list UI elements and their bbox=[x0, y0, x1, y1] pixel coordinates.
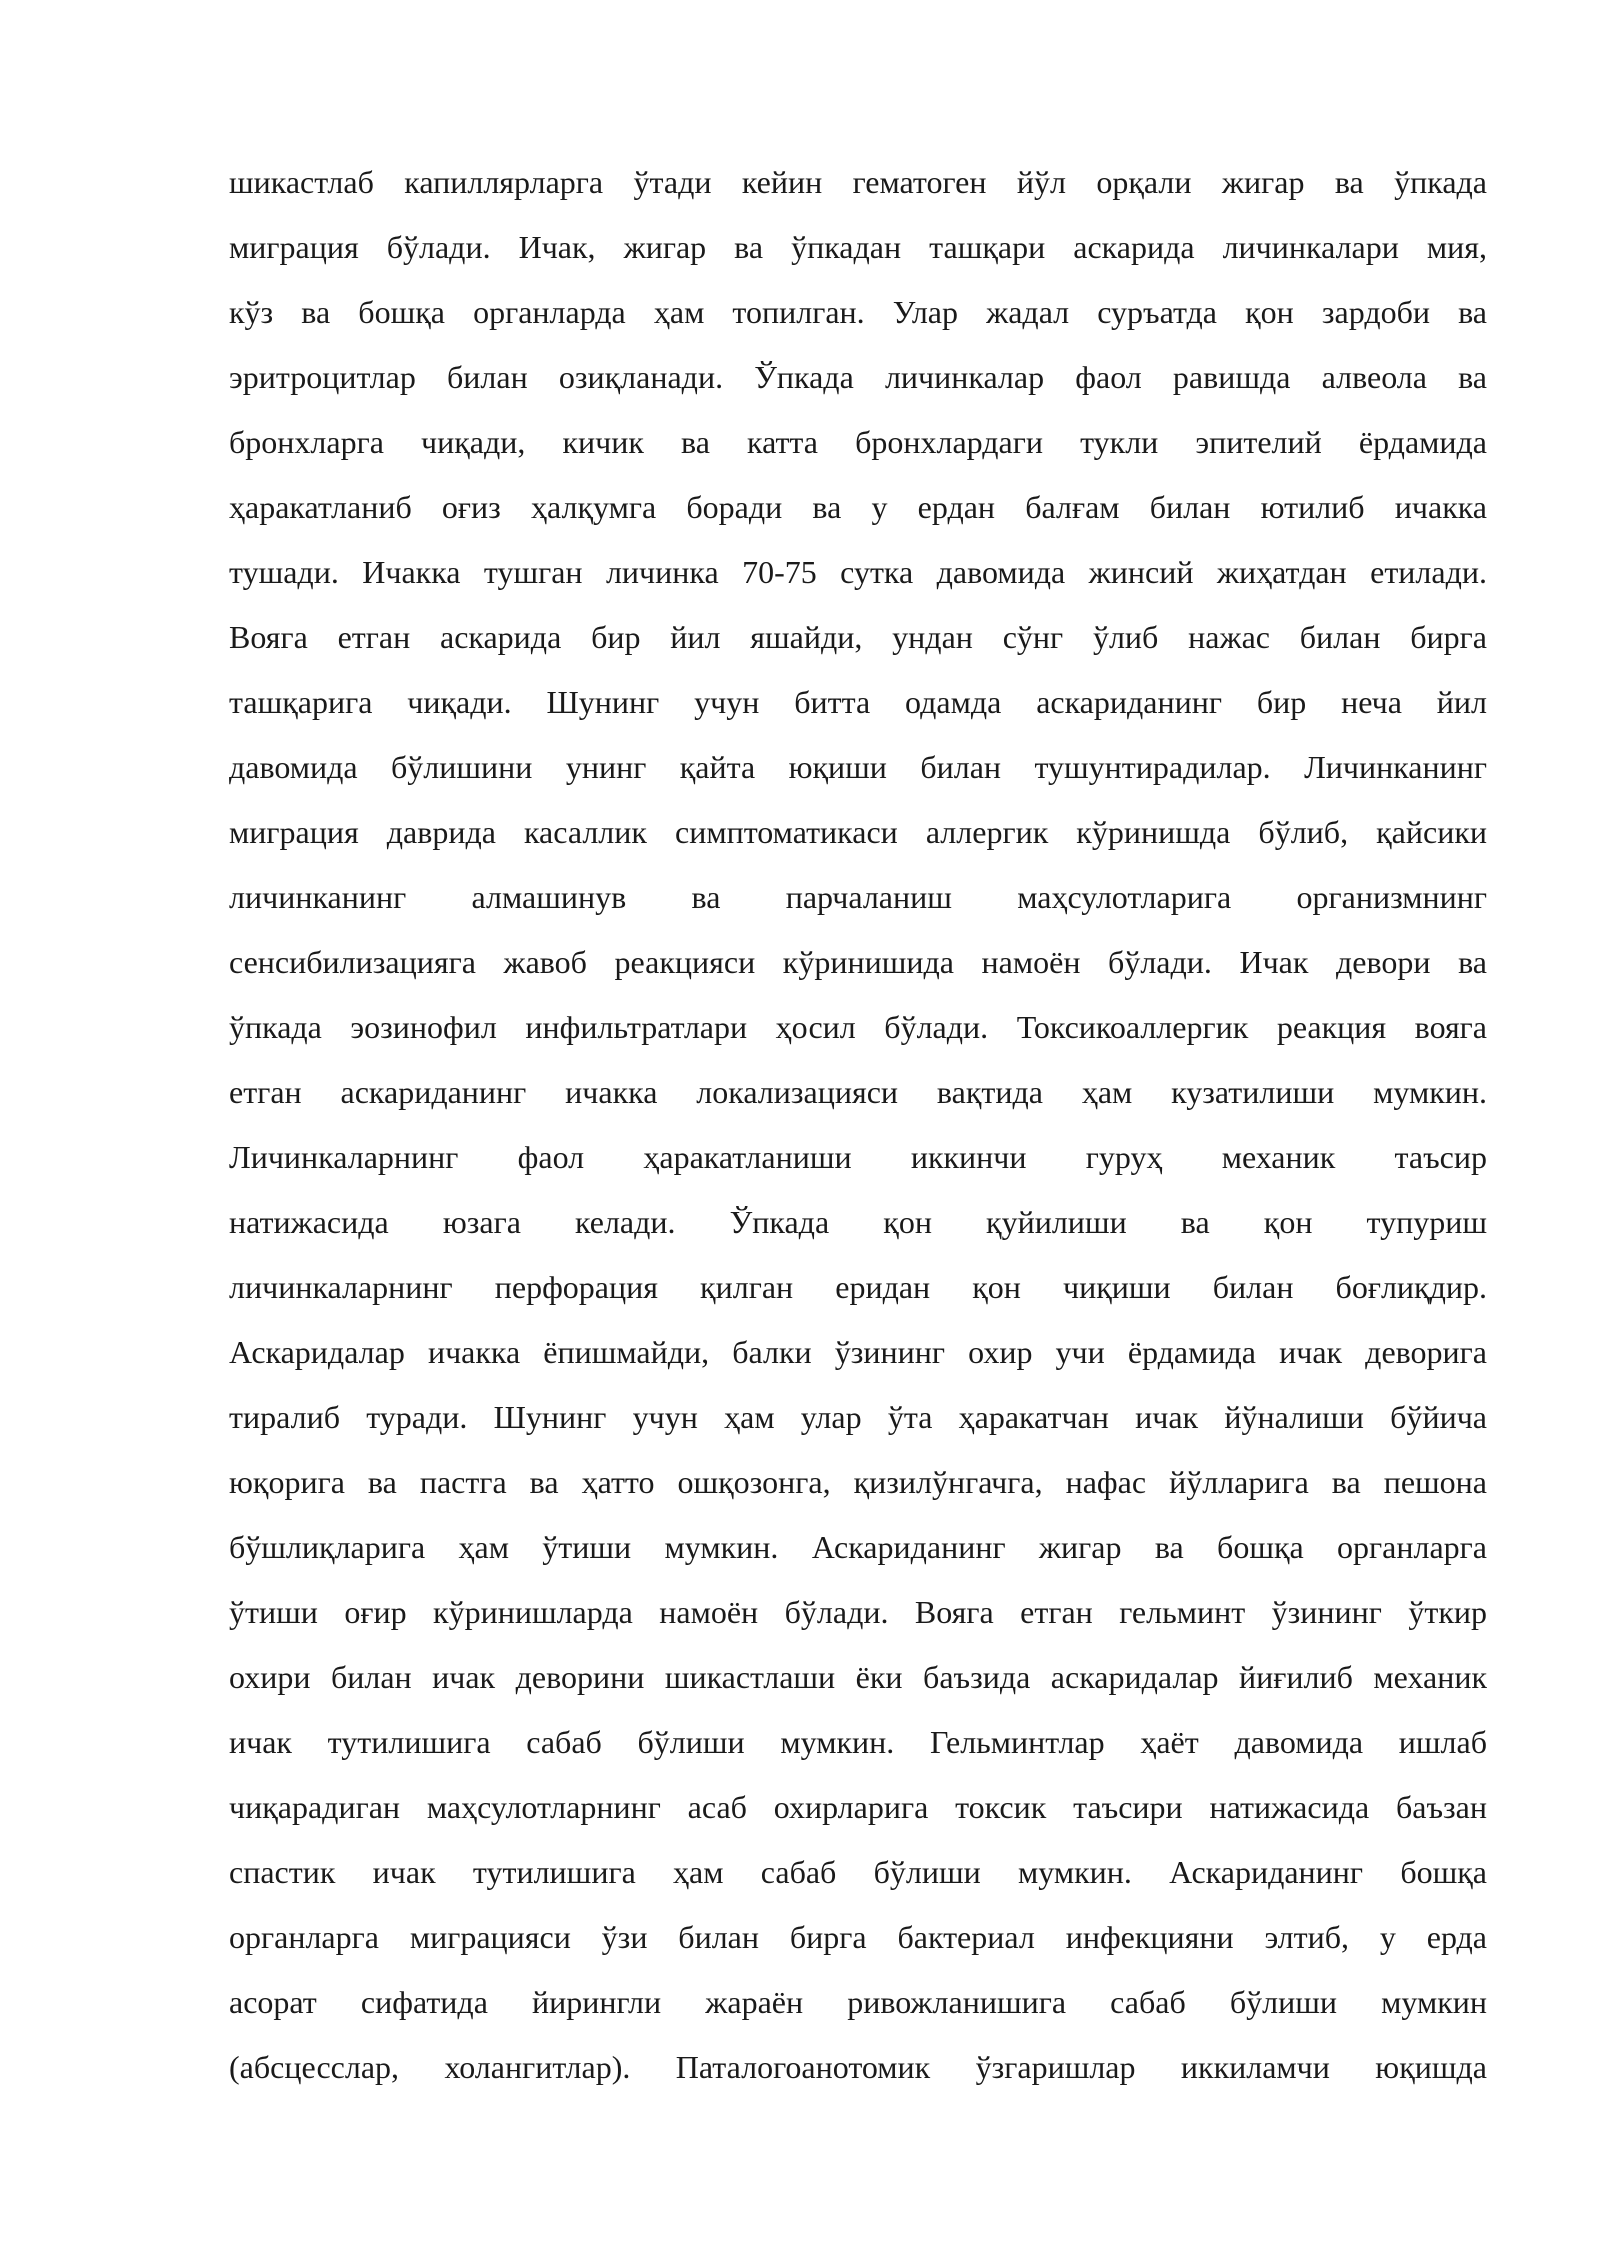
text-line: Вояга етган аскарида бир йил яшайди, ундан сўнг ўлиб нажас билан бирга bbox=[229, 619, 1487, 655]
text-line: ҳаракатланиб оғиз ҳалқумга боради ва у ердан балғам билан ютилиб ичакка bbox=[229, 489, 1487, 525]
text-line: ўтиши оғир кўринишларда намоён бўлади. Вояга етган гельминт ўзининг ўткир bbox=[229, 1594, 1487, 1630]
text-line: асорат сифатида йирингли жараён ривожланишига сабаб бўлиши мумкин bbox=[229, 1984, 1487, 2020]
text-line: спастик ичак тутилишига ҳам сабаб бўлиши мумкин. Аскариданинг бошқа bbox=[229, 1854, 1487, 1890]
text-line: кўз ва бошқа органларда ҳам топилган. Улар жадал суръатда қон зардоби ва bbox=[229, 294, 1487, 330]
text-line: бўшлиқларига ҳам ўтиши мумкин. Аскариданинг жигар ва бошқа органларга bbox=[229, 1529, 1487, 1565]
text-line: етган аскариданинг ичакка локализацияси вақтида ҳам кузатилиши мумкин. bbox=[229, 1074, 1487, 1110]
text-line: бронхларга чиқади, кичик ва катта бронхлардаги тукли эпителий ёрдамида bbox=[229, 424, 1487, 460]
text-line: ўпкада эозинофил инфильтратлари ҳосил бўлади. Токсикоаллергик реакция вояга bbox=[229, 1009, 1487, 1045]
text-line: миграция даврида касаллик симптоматикаси аллергик кўринишда бўлиб, қайсики bbox=[229, 814, 1487, 850]
text-line: шикастлаб капиллярларга ўтади кейин гематоген йўл орқали жигар ва ўпкада bbox=[229, 164, 1487, 200]
text-line: юқорига ва пастга ва ҳатто ошқозонга, қизилўнгачга, нафас йўлларига ва пешона bbox=[229, 1464, 1487, 1500]
text-line: (абсцесслар, холангитлар). Паталогоанотомик ўзгаришлар иккиламчи юқишда bbox=[229, 2049, 1487, 2085]
text-line: ташқарига чиқади. Шунинг учун битта одамда аскариданинг бир неча йил bbox=[229, 684, 1487, 720]
text-line: охири билан ичак деворини шикастлаши ёки баъзида аскаридалар йиғилиб механик bbox=[229, 1659, 1487, 1695]
text-line: давомида бўлишини унинг қайта юқиши билан тушунтирадилар. Личинканинг bbox=[229, 749, 1487, 785]
text-line: тиралиб туради. Шунинг учун ҳам улар ўта ҳаракатчан ичак йўналиши бўйича bbox=[229, 1399, 1487, 1435]
text-line: личинканинг алмашинув ва парчаланиш маҳсулотларига организмнинг bbox=[229, 879, 1487, 915]
text-line: натижасида юзага келади. Ўпкада қон қуйилиши ва қон тупуриш bbox=[229, 1204, 1487, 1240]
text-line: чиқарадиган маҳсулотларнинг асаб охирларига токсик таъсири натижасида баъзан bbox=[229, 1789, 1487, 1825]
text-line: личинкаларнинг перфорация қилган еридан қон чиқиши билан боғлиқдир. bbox=[229, 1269, 1487, 1305]
text-line: эритроцитлар билан озиқланади. Ўпкада личинкалар фаол равишда алвеола ва bbox=[229, 359, 1487, 395]
text-line: Аскаридалар ичакка ёпишмайди, балки ўзининг охир учи ёрдамида ичак деворига bbox=[229, 1334, 1487, 1370]
text-line: сенсибилизацияга жавоб реакцияси кўринишида намоён бўлади. Ичак девори ва bbox=[229, 944, 1487, 980]
text-line: органларга миграцияси ўзи билан бирга бактериал инфекцияни элтиб, у ерда bbox=[229, 1919, 1487, 1955]
text-line: Личинкаларнинг фаол ҳаракатланиши иккинчи гуруҳ механик таъсир bbox=[229, 1139, 1487, 1175]
text-line: миграция бўлади. Ичак, жигар ва ўпкадан ташқари аскарида личинкалари мия, bbox=[229, 229, 1487, 265]
text-line: ичак тутилишига сабаб бўлиши мумкин. Гельминтлар ҳаёт давомида ишлаб bbox=[229, 1724, 1487, 1760]
text-line: тушади. Ичакка тушган личинка 70-75 сутка давомида жинсий жиҳатдан етилади. bbox=[229, 554, 1487, 590]
body-text bbox=[229, 150, 1487, 2100]
